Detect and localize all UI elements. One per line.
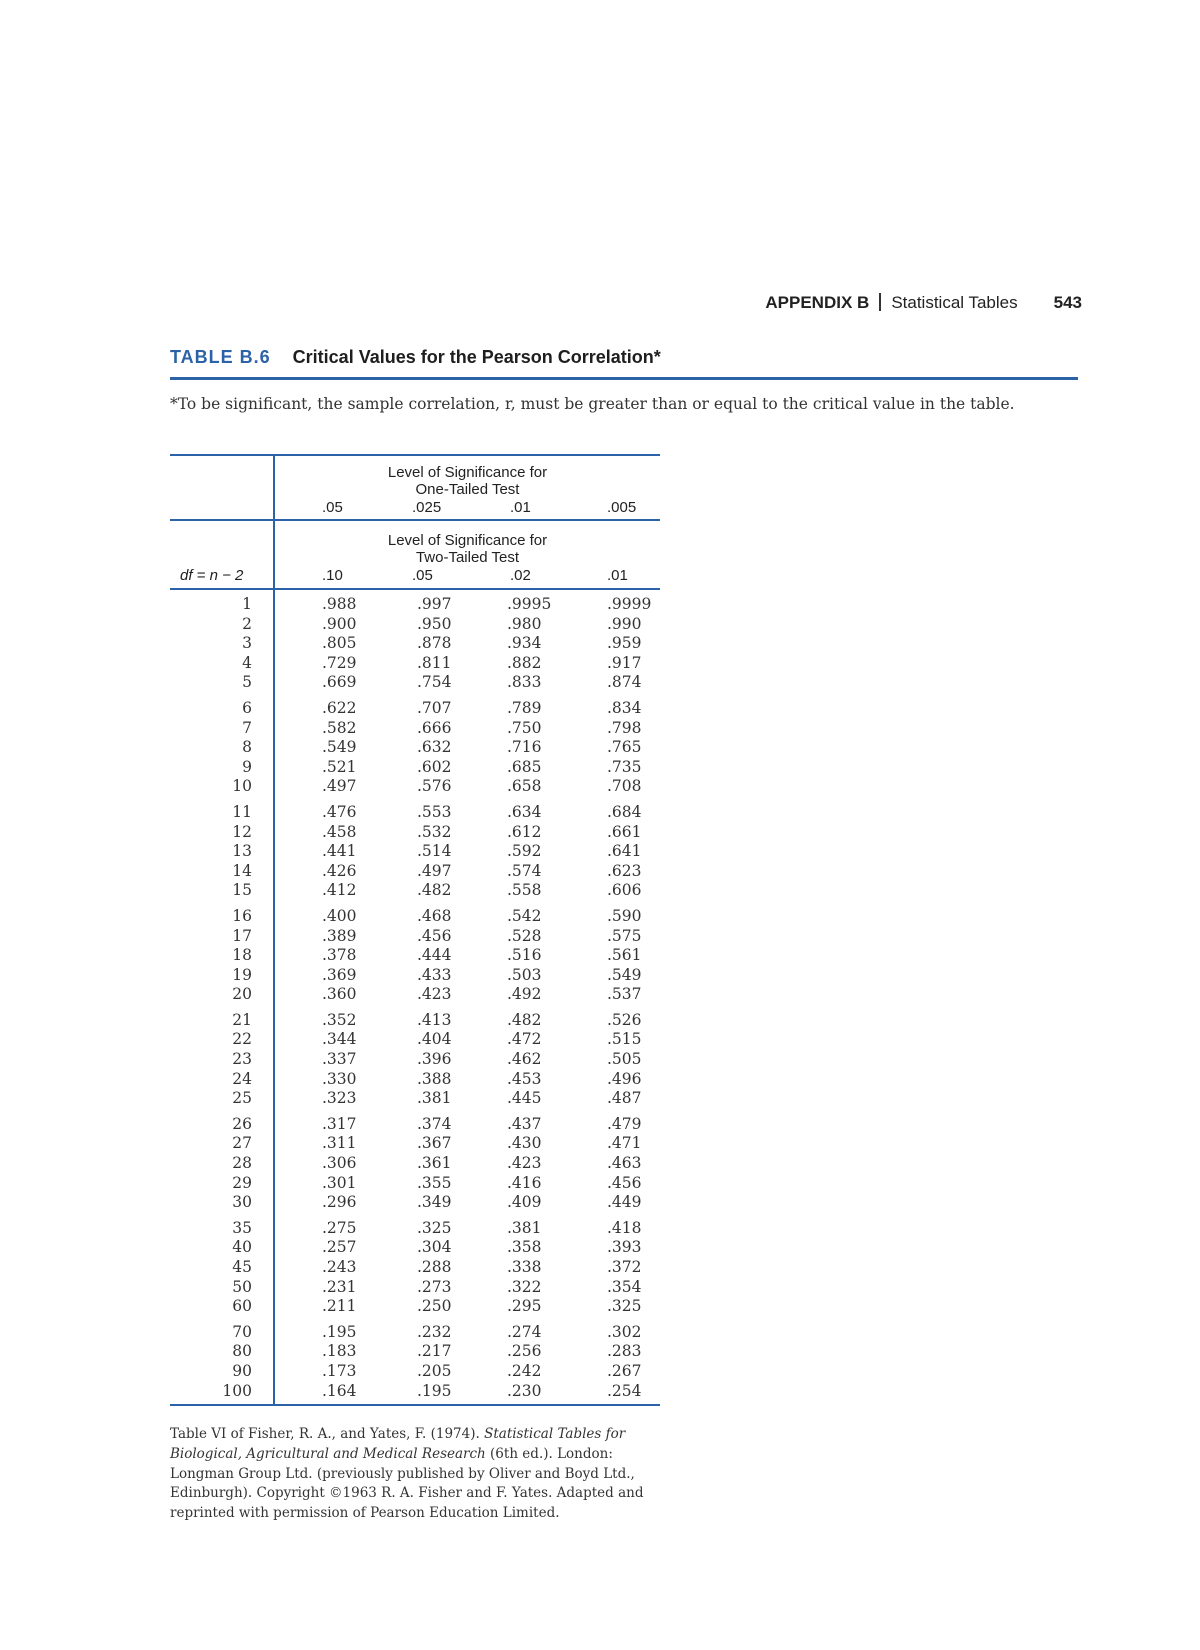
critical-value-cell: .526 (607, 1010, 642, 1029)
critical-value-cell: .606 (607, 881, 642, 900)
critical-value-cell: .590 (607, 906, 642, 925)
df-cell: 6 (242, 698, 252, 717)
critical-value-cell: .521 (322, 757, 357, 776)
critical-value-cell: .549 (607, 965, 642, 984)
critical-value-cell: .317 (322, 1114, 357, 1133)
critical-value-cell: .358 (507, 1238, 542, 1257)
critical-value-cell: .456 (417, 926, 452, 945)
critical-value-cell: .990 (607, 614, 642, 633)
df-cell: 80 (232, 1342, 252, 1361)
critical-value-cell: .456 (607, 1173, 642, 1192)
table-row (170, 1050, 660, 1070)
critical-value-cell: .381 (507, 1218, 542, 1237)
critical-value-cell: .754 (417, 673, 452, 692)
critical-value-cell: .482 (507, 1010, 542, 1029)
table-row (170, 699, 660, 719)
critical-value-cell: .882 (507, 653, 542, 672)
df-cell: 3 (242, 634, 252, 653)
critical-value-cell: .959 (607, 634, 642, 653)
critical-value-cell: .479 (607, 1114, 642, 1133)
table-row (170, 927, 660, 947)
table-row (170, 634, 660, 654)
title-rule (170, 377, 1078, 380)
critical-value-cell: .418 (607, 1218, 642, 1237)
critical-value-cell: .602 (417, 757, 452, 776)
critical-value-cell: .430 (507, 1134, 542, 1153)
row-group (170, 1219, 660, 1317)
critical-value-cell: .497 (417, 861, 452, 880)
critical-value-cell: .274 (507, 1322, 542, 1341)
df-cell: 12 (232, 822, 252, 841)
table-row (170, 1011, 660, 1031)
critical-value-cell: .413 (417, 1010, 452, 1029)
table-row (170, 719, 660, 739)
table-row (170, 881, 660, 901)
critical-value-cell: .708 (607, 777, 642, 796)
critical-value-cell: .453 (507, 1069, 542, 1088)
critical-value-cell: .553 (417, 802, 452, 821)
source-book-title: Statistical Tables for Biological, Agricultural and Medical Research (170, 1426, 626, 1462)
critical-value-cell: .302 (607, 1322, 642, 1341)
critical-value-cell: .666 (417, 718, 452, 737)
header-bottom-rule (170, 588, 660, 590)
critical-value-cell: .231 (322, 1277, 357, 1296)
table-row (170, 985, 660, 1005)
table-row (170, 1134, 660, 1154)
df-cell: 30 (232, 1193, 252, 1212)
table-row (170, 966, 660, 986)
df-cell: 60 (232, 1297, 252, 1316)
df-cell: 17 (232, 926, 252, 945)
critical-value-cell: .496 (607, 1069, 642, 1088)
critical-value-cell: .369 (322, 965, 357, 984)
critical-value-cell: .476 (322, 802, 357, 821)
critical-value-cell: .634 (507, 802, 542, 821)
critical-value-cell: .338 (507, 1258, 542, 1276)
df-cell: 90 (232, 1361, 252, 1380)
critical-value-cell: .304 (417, 1238, 452, 1257)
df-cell: 45 (232, 1258, 252, 1276)
critical-value-cell: .288 (417, 1258, 452, 1276)
critical-value-cell: .396 (417, 1050, 452, 1069)
critical-value-cell: .393 (607, 1238, 642, 1257)
divider (879, 293, 881, 311)
table-row (170, 1258, 660, 1278)
critical-value-cell: .409 (507, 1193, 542, 1212)
critical-value-cell: .217 (417, 1342, 452, 1361)
running-head (765, 293, 1082, 313)
table-row (170, 1070, 660, 1090)
critical-value-cell: .254 (607, 1381, 642, 1400)
critical-value-cell: .685 (507, 757, 542, 776)
table-row (170, 654, 660, 674)
critical-value-cell: .471 (607, 1134, 642, 1153)
df-cell: 25 (232, 1089, 252, 1108)
critical-value-cell: .592 (507, 842, 542, 861)
section-name: Statistical Tables (891, 293, 1018, 312)
df-cell: 70 (232, 1322, 252, 1341)
row-group (170, 1115, 660, 1213)
critical-value-cell: .173 (322, 1361, 357, 1380)
table-bottom-rule (170, 1404, 660, 1406)
row-group (170, 595, 660, 693)
source-text-2: (6th ed.). London: Longman Group Ltd. (previously published by Oliver and Boyd Ltd., Edinburgh). Copyright ©1963 R. A. Fisher and F. Yates. Adapted and reprinted with permission of Pearson Education Limited. (170, 1445, 644, 1522)
table-row (170, 1154, 660, 1174)
critical-value-cell: .468 (417, 906, 452, 925)
critical-value-cell: .874 (607, 673, 642, 692)
critical-value-cell: .997 (417, 595, 452, 613)
two-tailed-heading-line1: Level of Significance for (387, 532, 548, 549)
critical-value-cell: .250 (417, 1297, 452, 1316)
critical-value-cell: .404 (417, 1030, 452, 1049)
critical-value-cell: .833 (507, 673, 542, 692)
df-cell: 27 (232, 1134, 252, 1153)
critical-value-cell: .900 (322, 614, 357, 633)
critical-value-cell: .295 (507, 1297, 542, 1316)
critical-value-cell: .516 (507, 946, 542, 965)
df-cell: 18 (232, 946, 252, 965)
critical-value-cell: .549 (322, 738, 357, 757)
df-cell: 13 (232, 842, 252, 861)
df-cell: 1 (242, 595, 252, 613)
critical-value-cell: .349 (417, 1193, 452, 1212)
one-tailed-level: .05 (322, 499, 343, 516)
two-tailed-level: .01 (607, 567, 628, 584)
df-cell: 2 (242, 614, 252, 633)
critical-value-cell: .211 (322, 1297, 357, 1316)
critical-value-cell: .183 (322, 1342, 357, 1361)
table-name: Critical Values for the Pearson Correlation* (292, 347, 661, 367)
critical-value-cell: .561 (607, 946, 642, 965)
one-tailed-level: .005 (607, 499, 637, 516)
row-group (170, 699, 660, 797)
df-cell: 5 (242, 673, 252, 692)
critical-value-cell: .505 (607, 1050, 642, 1069)
table-row (170, 907, 660, 927)
critical-value-cell: .765 (607, 738, 642, 757)
critical-value-cell: .917 (607, 653, 642, 672)
critical-value-cell: .641 (607, 842, 642, 861)
critical-value-cell: .661 (607, 822, 642, 841)
critical-value-cell: .789 (507, 698, 542, 717)
df-cell: 24 (232, 1069, 252, 1088)
critical-value-cell: .658 (507, 777, 542, 796)
critical-value-cell: .537 (607, 985, 642, 1004)
table-body (170, 595, 660, 1407)
table-row (170, 862, 660, 882)
critical-value-cell: .296 (322, 1193, 357, 1212)
table-row (170, 1382, 660, 1402)
critical-value-cell: .372 (607, 1258, 642, 1276)
df-cell: 22 (232, 1030, 252, 1049)
critical-value-cell: .361 (417, 1154, 452, 1173)
df-cell: 100 (222, 1381, 252, 1400)
footnote: *To be significant, the sample correlation, r, must be greater than or equal to the critical value in the table. (170, 395, 1015, 413)
critical-value-cell: .367 (417, 1134, 452, 1153)
table-row (170, 1115, 660, 1135)
page-number: 543 (1053, 293, 1082, 312)
critical-value-cell: .378 (322, 946, 357, 965)
critical-value-cell: .360 (322, 985, 357, 1004)
critical-value-cell: .623 (607, 861, 642, 880)
row-group (170, 1011, 660, 1109)
critical-value-cell: .325 (417, 1218, 452, 1237)
critical-value-cell: .355 (417, 1173, 452, 1192)
critical-value-cell: .934 (507, 634, 542, 653)
df-cell: 11 (232, 802, 252, 821)
two-tailed-heading-line2: Two-Tailed Test (415, 549, 520, 566)
row-group (170, 1323, 660, 1401)
critical-value-cell: .323 (322, 1089, 357, 1108)
critical-value-cell: .242 (507, 1361, 542, 1380)
critical-value-cell: .750 (507, 718, 542, 737)
one-tailed-heading-line1: Level of Significance for (387, 464, 548, 481)
critical-value-cell: .612 (507, 822, 542, 841)
critical-value-cell: .9999 (607, 595, 652, 613)
table-row (170, 823, 660, 843)
table-title (170, 347, 661, 368)
critical-value-cell: .354 (607, 1277, 642, 1296)
table-row (170, 1193, 660, 1213)
critical-value-cell: .412 (322, 881, 357, 900)
table-row (170, 946, 660, 966)
critical-value-cell: .574 (507, 861, 542, 880)
critical-value-cell: .352 (322, 1010, 357, 1029)
critical-value-cell: .878 (417, 634, 452, 653)
df-cell: 10 (232, 777, 252, 796)
one-tailed-level: .025 (412, 499, 442, 516)
critical-value-cell: .164 (322, 1381, 357, 1400)
row-group (170, 803, 660, 901)
one-tailed-level: .01 (510, 499, 531, 516)
critical-value-cell: .275 (322, 1218, 357, 1237)
table-row (170, 1030, 660, 1050)
critical-value-cell: .322 (507, 1277, 542, 1296)
df-cell: 14 (232, 861, 252, 880)
df-cell: 21 (232, 1010, 252, 1029)
critical-value-cell: .558 (507, 881, 542, 900)
table-row (170, 615, 660, 635)
df-cell: 15 (232, 881, 252, 900)
critical-value-cell: .330 (322, 1069, 357, 1088)
critical-value-cell: .462 (507, 1050, 542, 1069)
critical-value-cell: .503 (507, 965, 542, 984)
source-text-1: Table VI of Fisher, R. A., and Yates, F. (1974). (170, 1426, 485, 1442)
critical-value-cell: .988 (322, 595, 357, 613)
critical-value-cell: .433 (417, 965, 452, 984)
critical-value-cell: .575 (607, 926, 642, 945)
critical-value-cell: .528 (507, 926, 542, 945)
df-cell: 40 (232, 1238, 252, 1257)
critical-value-cell: .542 (507, 906, 542, 925)
critical-value-cell: .195 (322, 1322, 357, 1341)
two-tailed-level: .05 (412, 567, 433, 584)
two-tailed-level: .02 (510, 567, 531, 584)
critical-value-cell: .482 (417, 881, 452, 900)
table-row (170, 673, 660, 693)
critical-value-cell: .267 (607, 1361, 642, 1380)
df-cell: 20 (232, 985, 252, 1004)
critical-value-cell: .256 (507, 1342, 542, 1361)
row-group (170, 907, 660, 1005)
df-cell: 9 (242, 757, 252, 776)
df-cell: 26 (232, 1114, 252, 1133)
table-row (170, 1278, 660, 1298)
critical-value-cell: .344 (322, 1030, 357, 1049)
critical-value-cell: .576 (417, 777, 452, 796)
critical-value-cell: .622 (322, 698, 357, 717)
table-row (170, 803, 660, 823)
critical-value-cell: .374 (417, 1114, 452, 1133)
df-cell: 4 (242, 653, 252, 672)
critical-value-cell: .735 (607, 757, 642, 776)
critical-value-cell: .230 (507, 1381, 542, 1400)
critical-value-cell: .805 (322, 634, 357, 653)
critical-value-cell: .325 (607, 1297, 642, 1316)
table-row (170, 1219, 660, 1239)
critical-value-cell: .707 (417, 698, 452, 717)
critical-value-cell: .205 (417, 1361, 452, 1380)
critical-value-cell: .416 (507, 1173, 542, 1192)
critical-value-cell: .389 (322, 926, 357, 945)
critical-value-cell: .381 (417, 1089, 452, 1108)
critical-value-cell: .437 (507, 1114, 542, 1133)
df-cell: 19 (232, 965, 252, 984)
df-cell: 8 (242, 738, 252, 757)
critical-value-cell: .273 (417, 1277, 452, 1296)
critical-value-cell: .423 (507, 1154, 542, 1173)
source-citation (170, 1425, 670, 1524)
table-row (170, 1174, 660, 1194)
critical-value-cell: .445 (507, 1089, 542, 1108)
table-row (170, 758, 660, 778)
critical-value-cell: .423 (417, 985, 452, 1004)
table-top-rule (170, 454, 660, 456)
table-row (170, 842, 660, 862)
critical-value-cell: .463 (607, 1154, 642, 1173)
critical-value-cell: .497 (322, 777, 357, 796)
critical-value-cell: .337 (322, 1050, 357, 1069)
critical-value-cell: .449 (607, 1193, 642, 1212)
table-label: TABLE B.6 (170, 347, 271, 367)
critical-value-cell: .195 (417, 1381, 452, 1400)
table-row (170, 595, 660, 615)
table-row (170, 738, 660, 758)
critical-value-cell: .684 (607, 802, 642, 821)
critical-value-cell: .301 (322, 1173, 357, 1192)
one-tailed-heading-line2: One-Tailed Test (415, 481, 520, 498)
critical-value-cell: .441 (322, 842, 357, 861)
critical-value-cell: .311 (322, 1134, 357, 1153)
critical-value-cell: .243 (322, 1258, 357, 1276)
critical-value-cell: .444 (417, 946, 452, 965)
critical-value-cell: .388 (417, 1069, 452, 1088)
critical-value-cell: .515 (607, 1030, 642, 1049)
table-row (170, 1297, 660, 1317)
appendix-label: APPENDIX B (765, 293, 870, 312)
df-cell: 7 (242, 718, 252, 737)
df-cell: 35 (232, 1218, 252, 1237)
critical-value-cell: .716 (507, 738, 542, 757)
table-row (170, 777, 660, 797)
critical-value-cell: .729 (322, 653, 357, 672)
critical-value-cell: .532 (417, 822, 452, 841)
critical-value-cell: .257 (322, 1238, 357, 1257)
critical-value-cell: .834 (607, 698, 642, 717)
critical-value-cell: .426 (322, 861, 357, 880)
critical-value-cell: .283 (607, 1342, 642, 1361)
critical-value-cell: .232 (417, 1322, 452, 1341)
critical-value-cell: .798 (607, 718, 642, 737)
df-cell: 50 (232, 1277, 252, 1296)
df-cell: 28 (232, 1154, 252, 1173)
table-row (170, 1323, 660, 1343)
critical-value-cell: .458 (322, 822, 357, 841)
df-cell: 23 (232, 1050, 252, 1069)
table-row (170, 1238, 660, 1258)
critical-value-cell: .472 (507, 1030, 542, 1049)
df-cell: 16 (232, 906, 252, 925)
df-label: df = n − 2 (180, 567, 244, 584)
critical-value-cell: .514 (417, 842, 452, 861)
critical-value-cell: .582 (322, 718, 357, 737)
table-row (170, 1342, 660, 1362)
critical-value-cell: .950 (417, 614, 452, 633)
critical-value-cell: .669 (322, 673, 357, 692)
critical-value-cell: .9995 (507, 595, 552, 613)
critical-value-cell: .492 (507, 985, 542, 1004)
header-divider-rule (170, 519, 660, 521)
table-row (170, 1089, 660, 1109)
df-cell: 29 (232, 1173, 252, 1192)
critical-value-cell: .811 (417, 653, 452, 672)
critical-value-cell: .632 (417, 738, 452, 757)
table-row (170, 1362, 660, 1382)
critical-value-cell: .400 (322, 906, 357, 925)
critical-value-cell: .487 (607, 1089, 642, 1108)
two-tailed-level: .10 (322, 567, 343, 584)
critical-value-cell: .306 (322, 1154, 357, 1173)
critical-value-cell: .980 (507, 614, 542, 633)
